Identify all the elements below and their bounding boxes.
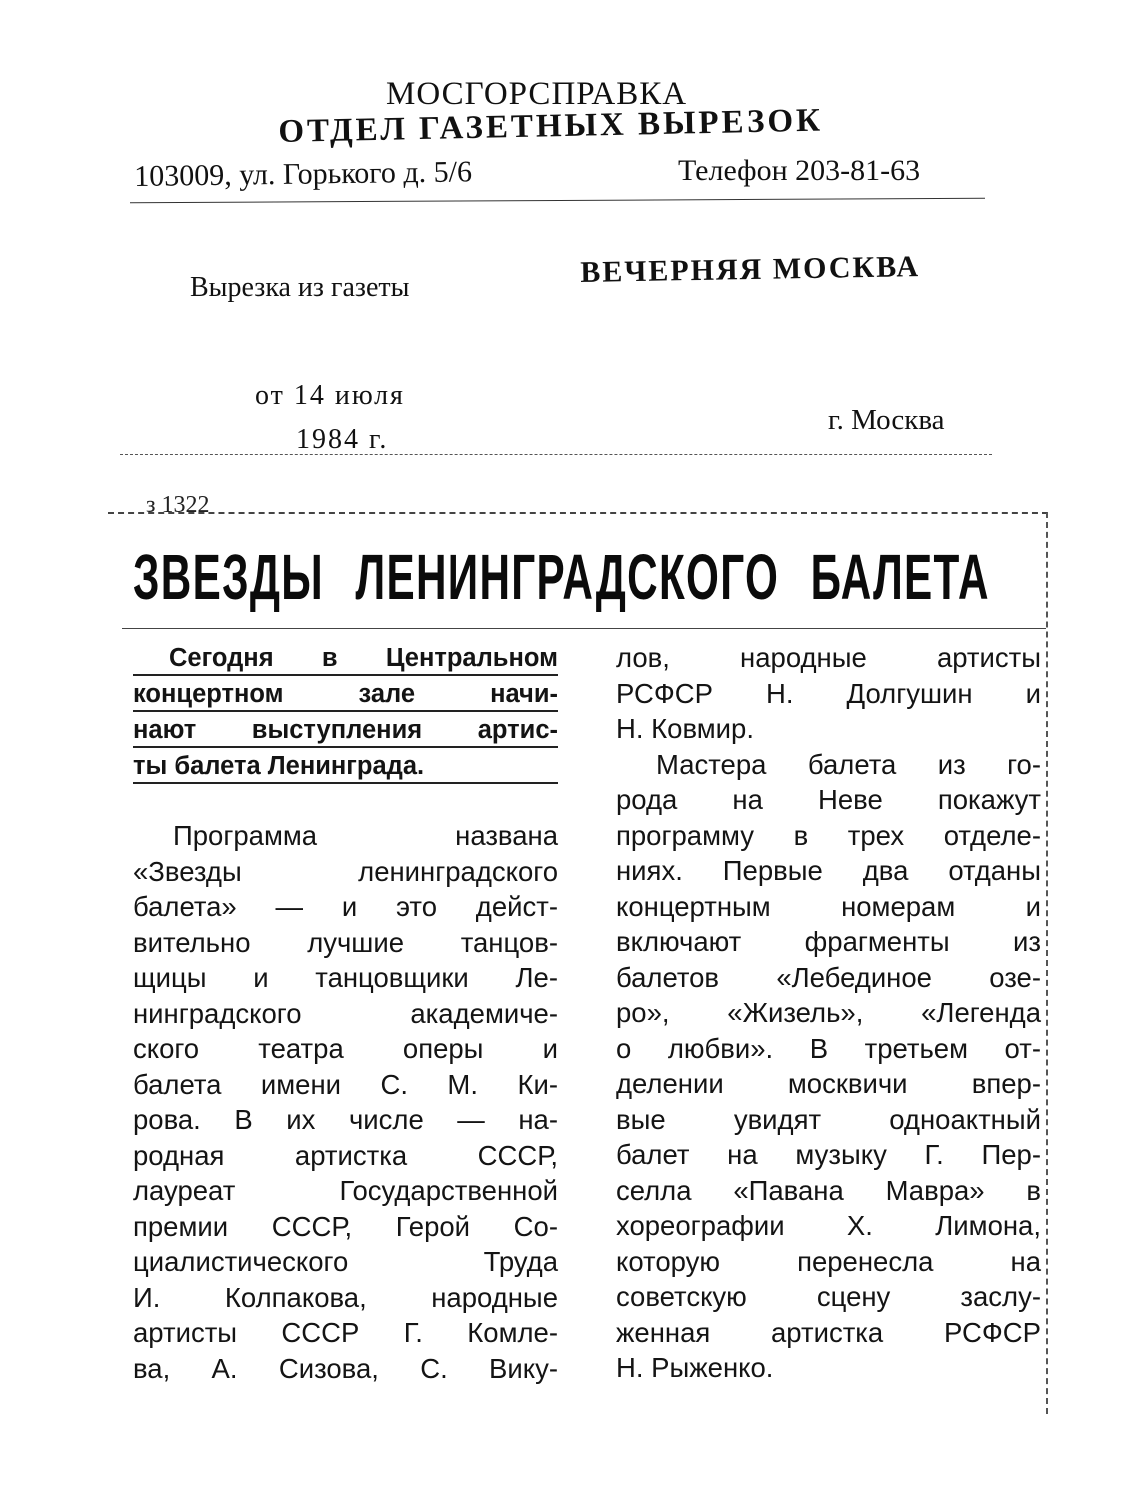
text-line: балета имени С. М. Ки- — [133, 1068, 558, 1100]
text-line: селла «Павана Мавра» в — [616, 1174, 1041, 1206]
header-divider — [130, 198, 985, 203]
text-line: которую перенесла на — [616, 1245, 1041, 1277]
organization-name: МОСГОРСПРАВКА — [386, 76, 688, 112]
source-divider — [120, 454, 992, 455]
clipping-city: г. Москва — [828, 404, 945, 436]
text-line: лауреат Государственной — [133, 1175, 558, 1206]
text-line: советскую сцену заслу- — [616, 1281, 1041, 1312]
article-column-right — [616, 640, 1041, 1386]
headline-divider — [122, 628, 1046, 629]
clipping-label: Вырезка из газеты — [190, 272, 410, 303]
text-line: РСФСР Н. Долгушин и — [616, 677, 1041, 709]
text-line: «Звезды ленинградского — [133, 855, 558, 887]
text-line: хореографии Х. Лимона, — [616, 1210, 1041, 1241]
article-lead — [133, 640, 558, 784]
article-column-left — [133, 818, 558, 1386]
text-line: циалистического Труда — [133, 1246, 558, 1277]
lead-line: концертном зале начи- — [133, 676, 558, 712]
department-name: ОТДЕЛ ГАЗЕТНЫХ ВЫРЕЗОК — [278, 102, 824, 150]
address: 103009, ул. Горького д. 5/6 — [134, 155, 473, 193]
text-line: Н. Ковмир. — [616, 713, 754, 744]
lead-line: ты балета Ленинграда. — [133, 748, 558, 784]
text-line: артисты СССР Г. Комле- — [133, 1317, 558, 1348]
text-line: Программа названа — [173, 820, 558, 851]
lead-line: нают выступления артис- — [133, 712, 558, 748]
text-line: рова. В их числе — на- — [133, 1104, 558, 1135]
text-line: премии СССР, Герой Со- — [133, 1210, 558, 1242]
text-line: Н. Рыженко. — [616, 1352, 774, 1383]
text-line: балет на музыку Г. Пер- — [616, 1139, 1041, 1170]
text-line: лов, народные артисты — [616, 642, 1041, 673]
text-line: программу в трех отделе- — [616, 819, 1041, 851]
text-line: родная артистка СССР, — [133, 1139, 558, 1171]
text-line: вые увидят одноактный — [616, 1103, 1041, 1135]
text-line: Мастера балета из го- — [656, 748, 1041, 780]
phone-number: Телефон 203-81-63 — [678, 154, 921, 187]
text-line: включают фрагменты из — [616, 926, 1041, 957]
article-headline: ЗВЕЗДЫ ЛЕНИНГРАДСКОГО БАЛЕТА — [133, 541, 990, 613]
clipping-date: от 14 июля — [255, 380, 405, 411]
text-line: балетов «Лебединое озе- — [616, 961, 1041, 993]
lead-line: Сегодня в Центральном — [133, 640, 558, 676]
text-line: о любви». В третьем от- — [616, 1032, 1041, 1064]
text-line: делении москвичи впер- — [616, 1068, 1041, 1099]
clipping-year: 1984 г. — [296, 424, 389, 455]
text-line: ского театра оперы и — [133, 1033, 558, 1064]
clipping-number: з 1322 — [146, 492, 210, 518]
text-line: нинградского академиче- — [133, 997, 558, 1029]
text-line: ниях. Первые два отданы — [616, 855, 1041, 886]
text-line: И. Колпакова, народные — [133, 1281, 558, 1313]
text-line: концертным номерам и — [616, 890, 1041, 922]
text-line: ва, А. Сизова, С. Вику- — [133, 1352, 558, 1384]
text-line: щицы и танцовщики Ле- — [133, 962, 558, 993]
text-line: балета» — и это дейст- — [133, 891, 558, 922]
text-line: вительно лучшие танцов- — [133, 926, 558, 958]
text-line: женная артистка РСФСР — [616, 1316, 1041, 1348]
text-line: ро», «Жизель», «Легенда — [616, 997, 1041, 1028]
text-line: рода на Неве покажут — [616, 784, 1041, 815]
newspaper-name: ВЕЧЕРНЯЯ МОСКВА — [580, 250, 921, 289]
